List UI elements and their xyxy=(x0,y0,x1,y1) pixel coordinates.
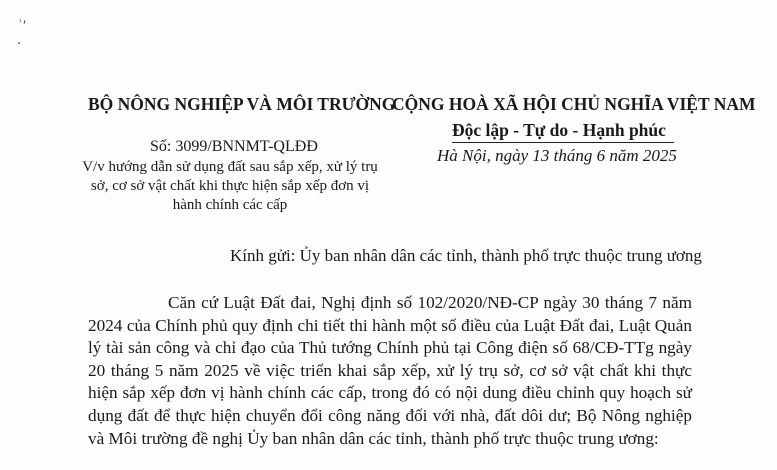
issuing-agency: BỘ NÔNG NGHIỆP VÀ MÔI TRƯỜNG xyxy=(88,94,396,114)
document-subject: V/v hướng dẫn sử dụng đất sau sắp xếp, xử lý trụ sở, cơ sở vật chất khi thực hiện sắp xếp đơn vị hành chính các cấp xyxy=(82,159,378,213)
body-paragraph: Căn cứ Luật Đất đai, Nghị định số 102/2020/NĐ-CP ngày 30 tháng 7 năm 2024 của Chính phủ quy định chi tiết thi hành một số điều của Luật Đất đai, Luật Quản lý tài sản công và chỉ đạo của Thủ tướng Chính phủ tại Công điện số 68/CĐ-TTg ngày 20 tháng 5 năm 2025 về việc triển khai sắp xếp, xử lý trụ sở, cơ sở vật chất khi thực hiện sắp xếp đơn vị hành chính các cấp, trong đó có nội dung điều chỉnh quy hoạch sử dụng đất để thực hiện chuyển đổi công năng đối với nhà, đất dôi dư; Bộ Nông nghiệp và Môi trường đề nghị Ủy ban nhân dân các tỉnh, thành phố trực thuộc trung ương: xyxy=(88,293,692,448)
national-motto: Độc lập - Tự do - Hạnh phúc xyxy=(452,120,666,140)
handwritten-mark: ʾ′ xyxy=(18,18,27,34)
document-number: Số: 3099/BNNMT-QLĐĐ xyxy=(150,138,318,155)
recipient-line: Kính gửi: Ủy ban nhân dân các tỉnh, thành phố trực thuộc trung ương xyxy=(230,246,702,265)
national-title: CỘNG HOÀ XÃ HỘI CHỦ NGHĨA VIỆT NAM xyxy=(392,94,756,114)
scan-speck xyxy=(18,42,20,44)
issue-date: Hà Nội, ngày 13 tháng 6 năm 2025 xyxy=(437,146,677,165)
motto-underline xyxy=(452,142,674,143)
